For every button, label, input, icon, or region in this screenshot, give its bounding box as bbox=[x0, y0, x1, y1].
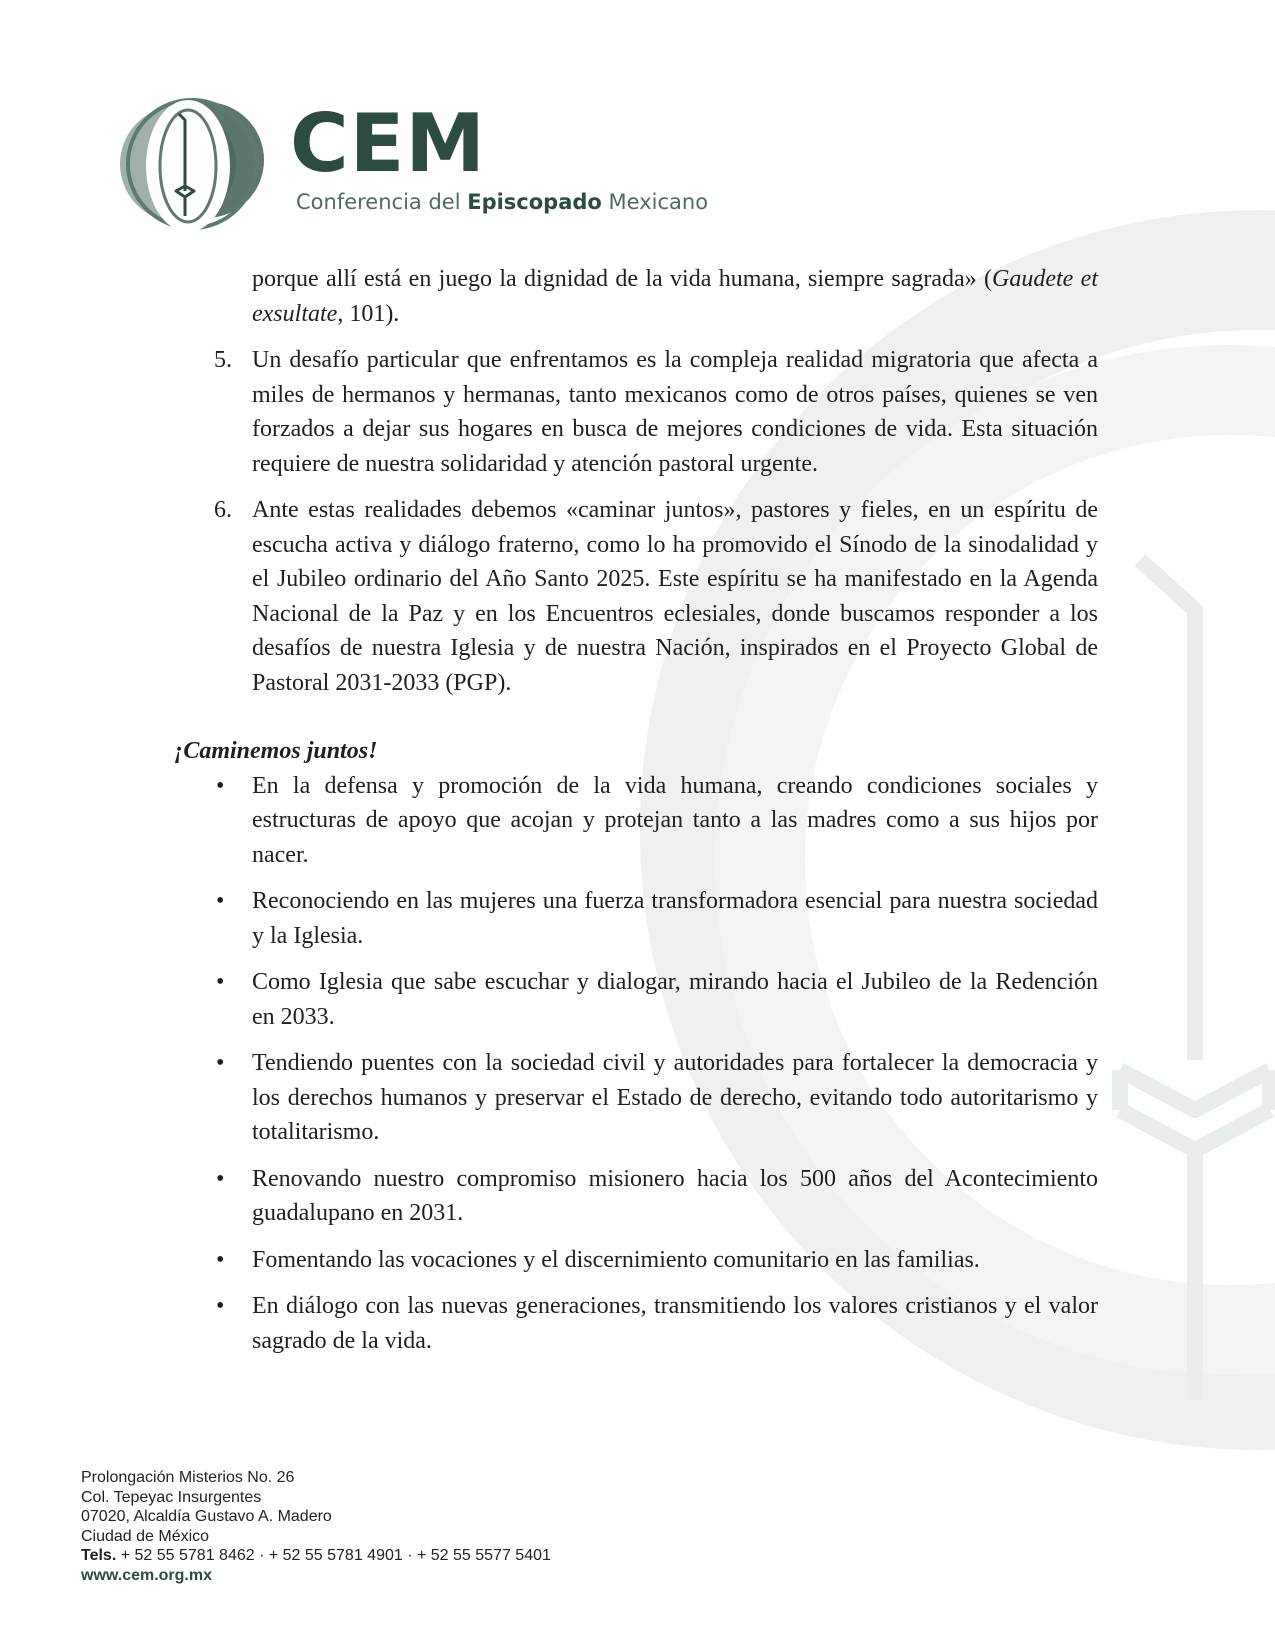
bullet-item bbox=[216, 965, 1098, 1034]
letterhead bbox=[112, 86, 732, 246]
bullet-text: Como Iglesia que sabe escuchar y dialogar, mirando hacia el Jubileo de la Redención en 2033. bbox=[252, 969, 1098, 1030]
item-number: 5. bbox=[214, 347, 232, 373]
bullet-mark: • bbox=[216, 969, 225, 995]
bullet-text: En diálogo con las nuevas generaciones, transmitiendo los valores cristianos y el valor sagrado de la vida. bbox=[252, 1293, 1098, 1354]
item-text: Un desafío particular que enfrentamos es la compleja realidad migratoria que afecta a miles de hermanos y hermanas, tanto mexicanos como de otros países, quienes se ven forzados a dejar sus hogares en busca de mejores condiciones de vida. Esta situación requiere de nuestra solidaridad y atención pastoral urgente. bbox=[252, 347, 1098, 477]
bullet-mark: • bbox=[216, 1050, 225, 1076]
bullet-text: En la defensa y promoción de la vida humana, creando condiciones sociales y estructuras de apoyo que acojan y protejan tanto a las madres como a sus hijos por nacer. bbox=[252, 772, 1098, 868]
continuation-paragraph: porque allí está en juego la dignidad de la vida humana, siempre sagrada» (Gaudete et exsultate, 101). bbox=[252, 266, 1098, 327]
numbered-paragraph bbox=[214, 493, 1098, 700]
bullet-mark: • bbox=[216, 1293, 225, 1319]
letter-body bbox=[0, 262, 1275, 1370]
numbered-paragraph bbox=[214, 343, 1098, 481]
bullet-item bbox=[216, 1243, 1098, 1278]
bullet-item bbox=[216, 1046, 1098, 1150]
bullet-mark: • bbox=[216, 772, 225, 799]
footer-address-line: Ciudad de México bbox=[81, 1527, 210, 1545]
bullet-item bbox=[216, 1289, 1098, 1358]
section-heading: ¡Caminemos juntos! bbox=[174, 738, 378, 764]
bullet-mark: • bbox=[216, 1246, 225, 1273]
footer-address-line: Prolongación Misterios No. 26 bbox=[81, 1469, 295, 1486]
bullet-mark: • bbox=[216, 888, 225, 914]
bullet-item bbox=[216, 884, 1098, 953]
footer-contact bbox=[81, 1468, 551, 1585]
item-number: 6. bbox=[214, 497, 232, 523]
footer-address-line: 07020, Alcaldía Gustavo A. Madero bbox=[81, 1508, 332, 1525]
logo-title: CEM bbox=[290, 97, 486, 190]
bullet-text: Fomentando las vocaciones y el discernimiento comunitario en las familias. bbox=[252, 1246, 980, 1273]
cem-logo-icon bbox=[112, 86, 272, 246]
bullet-item bbox=[216, 1162, 1098, 1231]
footer-phones: Tels. + 52 55 5781 8462 · + 52 55 5781 4901 · + 52 55 5577 5401 bbox=[81, 1547, 551, 1564]
footer-website-link[interactable]: www.cem.org.mx bbox=[81, 1566, 212, 1584]
bullet-text: Reconociendo en las mujeres una fuerza transformadora esencial para nuestra sociedad y la Iglesia. bbox=[252, 888, 1098, 949]
bullet-text: Renovando nuestro compromiso misionero hacia los 500 años del Acontecimiento guadalupano en 2031. bbox=[252, 1165, 1098, 1226]
bullet-mark: • bbox=[216, 1165, 225, 1192]
bullet-item bbox=[216, 769, 1098, 873]
logo-subtitle: Conferencia del Episcopado Mexicano bbox=[296, 190, 709, 214]
bullet-text: Tendiendo puentes con la sociedad civil y autoridades para fortalecer la democracia y los derechos humanos y preservar el Estado de derecho, evitando todo autoritarismo y totalitarismo. bbox=[252, 1050, 1098, 1145]
footer-address-line: Col. Tepeyac Insurgentes bbox=[81, 1488, 262, 1506]
item-text: Ante estas realidades debemos «caminar juntos», pastores y fieles, en un espíritu de escucha activa y diálogo fraterno, como lo ha promovido el Sínodo de la sinodalidad y el Jubileo ordinario del Año Santo 2025. Este espíritu se ha manifestado en la Agenda Nacional de la Paz y en los Encuentros eclesiales, donde buscamos responder a los desafíos de nuestra Iglesia y de nuestra Nación, inspirados en el Proyecto Global de Pastoral 2031-2033 (PGP). bbox=[252, 497, 1098, 696]
